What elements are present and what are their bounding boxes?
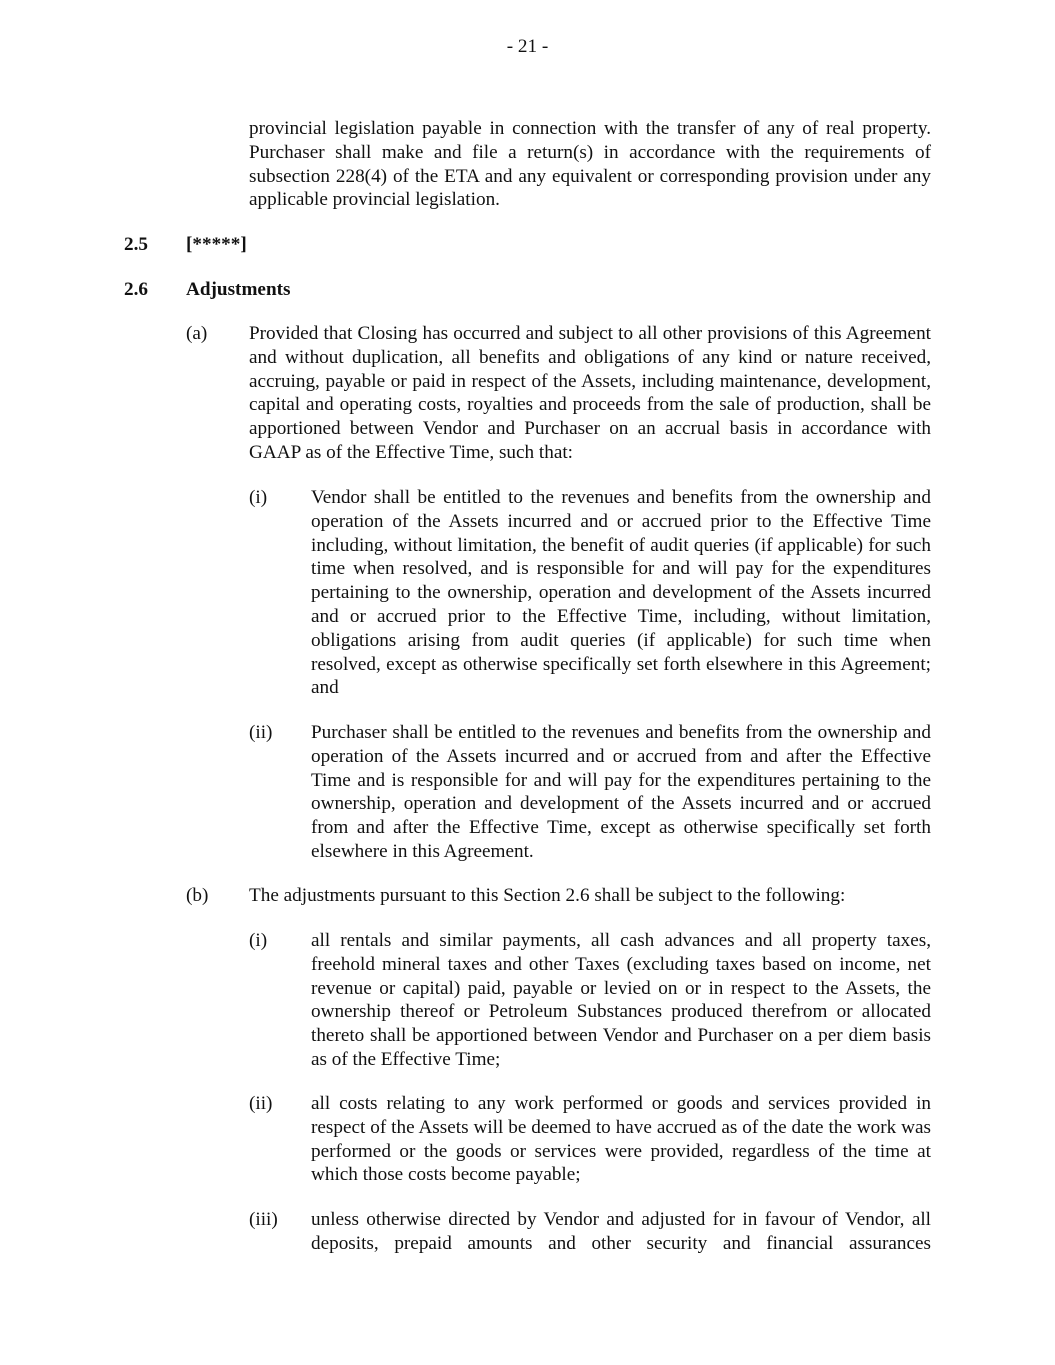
continuation-paragraph: provincial legislation payable in connection with the transfer of any of real property. Purchaser shall make and file a return(s) in accordance with the requirements of subsection 228(4) of the ETA and any equivalent or corresponding provision under any applicable provincial legislation.	[249, 118, 931, 211]
subsection-label-a: (a)	[186, 323, 208, 344]
subsection-b-text: The adjustments pursuant to this Section 2.6 shall be subject to the following:	[249, 885, 846, 906]
item-label-a-i: (i)	[249, 487, 268, 508]
section-number: 2.6	[124, 279, 148, 300]
item-label-b-ii: (ii)	[249, 1093, 273, 1114]
subsection-label-b: (b)	[186, 885, 209, 906]
item-a-i-text: Vendor shall be entitled to the revenues and benefits from the ownership and operation of the Assets incurred and or accrued prior to the Effective Time including, without limitation, the benefit of audit queries (if applicable) for such time when resolved, and is responsible for and will pay for the expenditures pertaining to the ownership, operation and development of the Assets incurred and or accrued prior to the Effective Time, including, without limitation, obligations arising from audit queries (if applicable) for such time when resolved, except as otherwise specifically set forth elsewhere in this Agreement; and	[311, 487, 931, 699]
section-number: 2.5	[124, 234, 148, 255]
item-b-i-text: all rentals and similar payments, all cash advances and all property taxes, freehold mineral taxes and other Taxes (excluding taxes based on income, net revenue or capital) paid, payable or levied on or in respect to the Assets, the ownership thereof or Petroleum Substances produced therefrom or allocated thereto shall be apportioned between Vendor and Purchaser on a per diem basis as of the Effective Time;	[311, 930, 931, 1070]
item-label-b-i: (i)	[249, 930, 268, 951]
section-title: Adjustments	[186, 279, 291, 300]
item-b-ii-text: all costs relating to any work performed or goods and services provided in respect of the Assets will be deemed to have accrued as of the date the work was performed or the goods or services were provided, regardless of the time at which those costs become payable;	[311, 1093, 931, 1186]
item-b-iii-text: unless otherwise directed by Vendor and adjusted for in favour of Vendor, all deposits, prepaid amounts and other security and financial assurances	[311, 1209, 931, 1254]
subsection-a-text: Provided that Closing has occurred and subject to all other provisions of this Agreement and without duplication, all benefits and obligations of any kind or nature received, accruing, payable or paid in respect of the Assets, including maintenance, development, capital and operating costs, royalties and proceeds from the sale of production, shall be apportioned between Vendor and Purchaser on an accrual basis in accordance with GAAP as of the Effective Time, such that:	[249, 323, 931, 463]
item-label-b-iii: (iii)	[249, 1209, 278, 1230]
item-a-ii-text: Purchaser shall be entitled to the revenues and benefits from the ownership and operation of the Assets incurred and or accrued from and after the Effective Time and is responsible for and will pay for the expenditures pertaining to the ownership, operation and development of the Assets incurred and or accrued from and after the Effective Time, except as otherwise specifically set forth elsewhere in this Agreement.	[311, 722, 931, 862]
page-number: - 21 -	[506, 36, 549, 57]
item-label-a-ii: (ii)	[249, 722, 273, 743]
section-title: [*****]	[186, 234, 247, 255]
